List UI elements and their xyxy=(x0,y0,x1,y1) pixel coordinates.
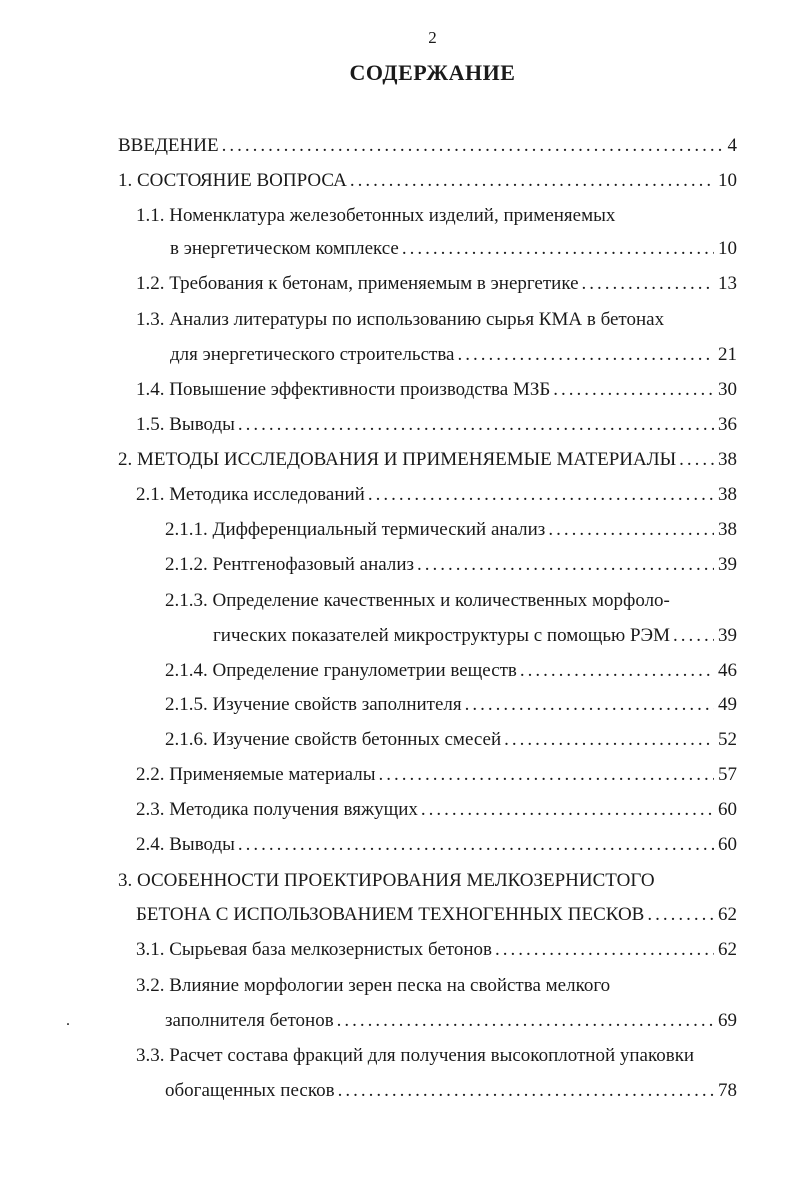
toc-entry-3-2-line2 xyxy=(165,1007,737,1035)
toc-page: 78 xyxy=(718,1080,737,1101)
toc-page: 57 xyxy=(718,764,737,785)
toc-entry-2-2 xyxy=(136,761,737,789)
dot-leader xyxy=(495,936,714,964)
page-number: 2 xyxy=(428,28,437,47)
dot-leader xyxy=(673,622,714,650)
toc-label: гических показателей микроструктуры с помощью РЭМ xyxy=(213,625,670,646)
toc-entry-2-1-3-line2 xyxy=(213,622,737,650)
toc-label: 1.1. Номенклатура железобетонных изделий, применяемых xyxy=(136,205,616,226)
dot-leader xyxy=(457,341,714,369)
toc-entry-2-4 xyxy=(136,831,737,859)
toc-label: 2.3. Методика получения вяжущих xyxy=(136,799,418,820)
toc-page: 36 xyxy=(718,414,737,435)
page-title: СОДЕРЖАНИЕ xyxy=(349,60,516,85)
toc-page: 21 xyxy=(718,344,737,365)
dot-leader xyxy=(222,132,724,160)
toc-entry-2-1-3-line1 xyxy=(165,587,670,615)
toc-page: 46 xyxy=(718,660,737,681)
toc-label: 2.1.3. Определение качественных и количественных морфоло- xyxy=(165,590,670,611)
toc-label: заполнителя бетонов xyxy=(165,1010,334,1031)
toc-label: обогащенных песков xyxy=(165,1080,335,1101)
toc-page: 39 xyxy=(718,554,737,575)
toc-entry-introduction xyxy=(118,132,737,160)
toc-page: 4 xyxy=(727,135,737,156)
dot-leader xyxy=(238,831,714,859)
dot-leader xyxy=(379,761,715,789)
toc-label: 2.1.1. Дифференциальный термический анализ xyxy=(165,519,546,540)
toc-page: 62 xyxy=(718,904,737,925)
toc-page: 39 xyxy=(718,625,737,646)
toc-page: 10 xyxy=(718,170,737,191)
toc-label: 1.3. Анализ литературы по использованию сырья КМА в бетонах xyxy=(136,309,665,330)
toc-page: 13 xyxy=(718,273,737,294)
dot-leader xyxy=(465,691,714,719)
dot-leader xyxy=(679,446,714,474)
toc-label: в энергетическом комплексе xyxy=(170,238,399,259)
toc-entry-1-2 xyxy=(136,270,737,298)
margin-mark: . xyxy=(66,1012,70,1029)
toc-label: 2.1.5. Изучение свойств заполнителя xyxy=(165,694,462,715)
toc-label: 3. ОСОБЕННОСТИ ПРОЕКТИРОВАНИЯ МЕЛКОЗЕРНИСТОГО xyxy=(118,870,655,891)
toc-page: 52 xyxy=(718,729,737,750)
dot-leader xyxy=(548,516,714,544)
toc-page: 60 xyxy=(718,834,737,855)
toc-entry-chapter-1 xyxy=(118,167,737,195)
dot-leader xyxy=(553,376,714,404)
toc-label: 3.3. Расчет состава фракций для получения высокоплотной упаковки xyxy=(136,1045,695,1066)
toc-entry-2-1-6 xyxy=(165,726,737,754)
dot-leader xyxy=(421,796,714,824)
toc-entry-2-3 xyxy=(136,796,737,824)
toc-label: 2.1.4. Определение гранулометрии веществ xyxy=(165,660,517,681)
toc-page: 38 xyxy=(718,519,737,540)
toc-label: 2.1.6. Изучение свойств бетонных смесей xyxy=(165,729,502,750)
toc-entry-2-1-2 xyxy=(165,551,737,579)
toc-entry-2-1-1 xyxy=(165,516,737,544)
dot-leader xyxy=(350,167,714,195)
toc-page: 62 xyxy=(718,939,737,960)
toc-label: 2.2. Применяемые материалы xyxy=(136,764,376,785)
dot-leader xyxy=(582,270,714,298)
toc-entry-3-3-line1 xyxy=(136,1042,694,1070)
toc-label: 1.2. Требования к бетонам, применяемым в энергетике xyxy=(136,273,579,294)
dot-leader xyxy=(504,726,714,754)
toc-page: 30 xyxy=(718,379,737,400)
toc-page: 49 xyxy=(718,694,737,715)
toc-label: 2.1. Методика исследований xyxy=(136,484,365,505)
toc-entry-1-1-line1 xyxy=(136,202,615,230)
dot-leader xyxy=(647,901,714,929)
dot-leader xyxy=(238,411,714,439)
toc-label: 3.1. Сырьевая база мелкозернистых бетонов xyxy=(136,939,492,960)
dot-leader xyxy=(338,1077,714,1105)
toc-entry-chapter-2 xyxy=(118,446,737,474)
toc-entry-1-3-line2 xyxy=(170,341,737,369)
dot-leader xyxy=(337,1007,714,1035)
dot-leader xyxy=(520,657,714,685)
toc-entry-1-5 xyxy=(136,411,737,439)
toc-page: 60 xyxy=(718,799,737,820)
dot-leader xyxy=(368,481,714,509)
toc-label: 1.4. Повышение эффективности производства МЗБ xyxy=(136,379,551,400)
toc-label: 2.4. Выводы xyxy=(136,834,235,855)
toc-label: для энергетического строительства xyxy=(170,344,455,365)
toc-entry-chapter-3-line2 xyxy=(136,901,737,929)
toc-entry-chapter-3-line1 xyxy=(118,867,655,895)
toc-label: БЕТОНА С ИСПОЛЬЗОВАНИЕМ ТЕХНОГЕННЫХ ПЕСКОВ xyxy=(136,904,645,925)
toc-entry-3-1 xyxy=(136,936,737,964)
toc-entry-3-2-line1 xyxy=(136,972,610,1000)
toc-page: 38 xyxy=(718,449,737,470)
toc-entry-1-3-line1 xyxy=(136,306,664,334)
toc-label: 2. МЕТОДЫ ИССЛЕДОВАНИЯ И ПРИМЕНЯЕМЫЕ МАТЕРИАЛЫ xyxy=(118,449,677,470)
toc-label: 2.1.2. Рентгенофазовый анализ xyxy=(165,554,415,575)
toc-page: 69 xyxy=(718,1010,737,1031)
toc-label: 1.5. Выводы xyxy=(136,414,235,435)
toc-label: 1. СОСТОЯНИЕ ВОПРОСА xyxy=(118,170,347,191)
toc-label: 3.2. Влияние морфологии зерен песка на свойства мелкого xyxy=(136,975,611,996)
toc-page: 10 xyxy=(718,238,737,259)
toc-entry-1-4 xyxy=(136,376,737,404)
dot-leader xyxy=(402,235,714,263)
toc-entry-2-1-4 xyxy=(165,657,737,685)
toc-entry-2-1 xyxy=(136,481,737,509)
toc-label: ВВЕДЕНИЕ xyxy=(118,135,219,156)
toc-entry-3-3-line2 xyxy=(165,1077,737,1105)
dot-leader xyxy=(417,551,714,579)
toc-page: 38 xyxy=(718,484,737,505)
toc-entry-2-1-5 xyxy=(165,691,737,719)
toc-entry-1-1-line2 xyxy=(170,235,737,263)
